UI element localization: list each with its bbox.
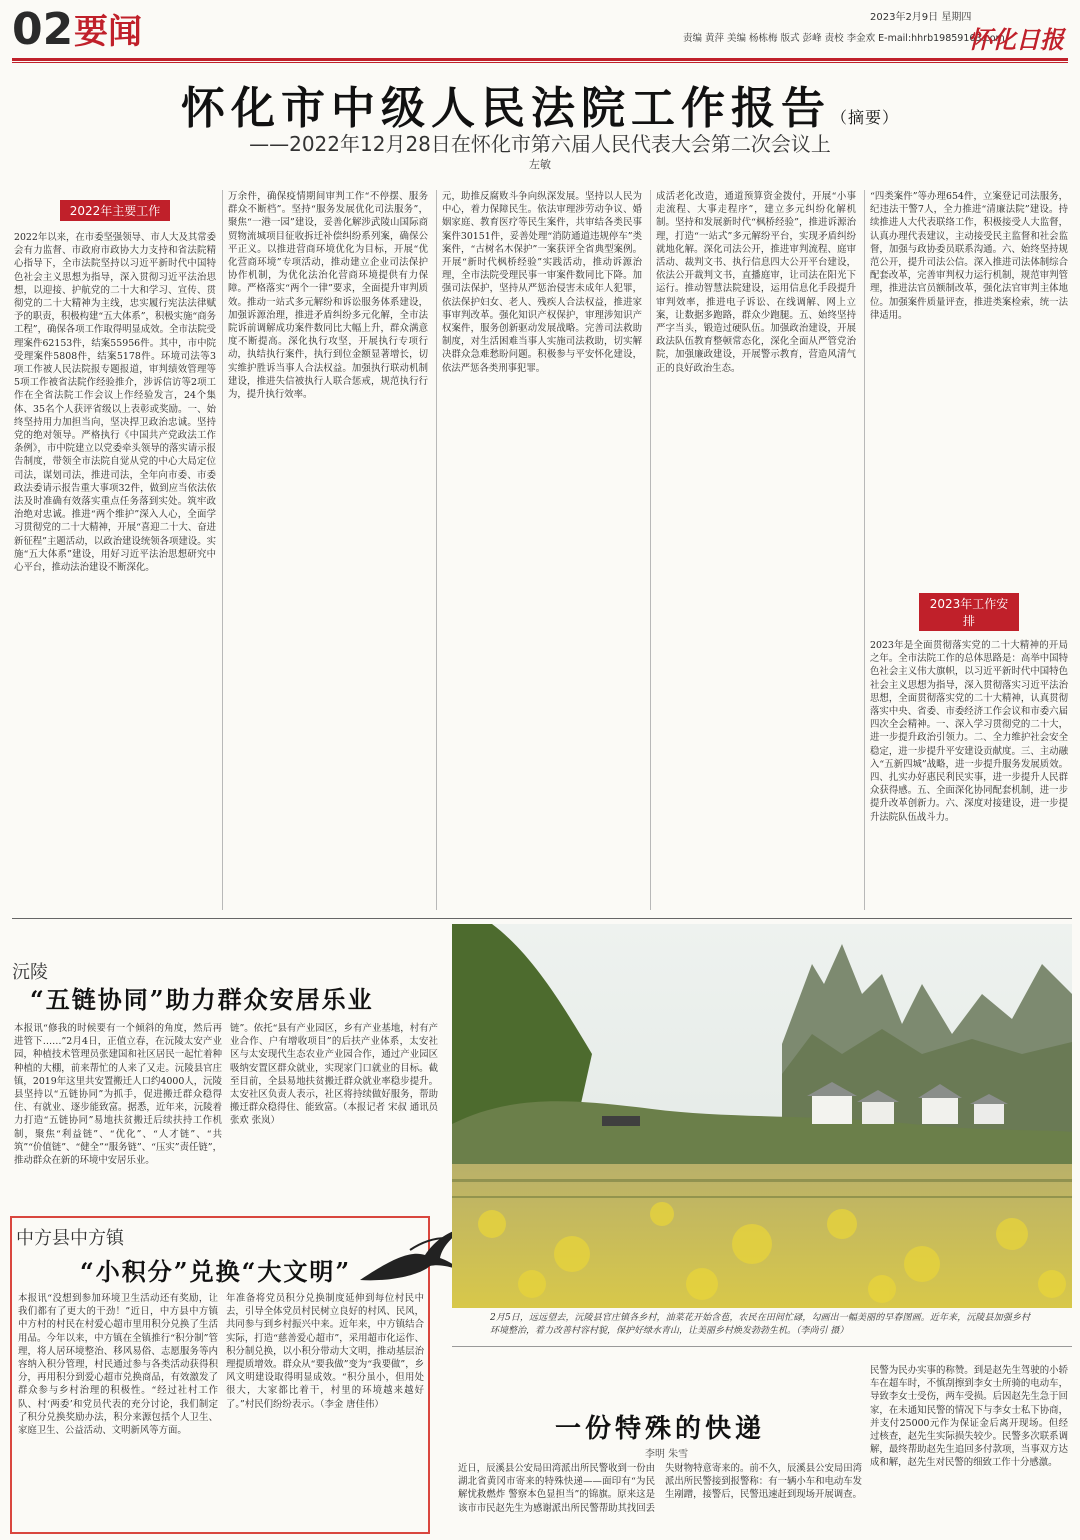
newspaper-masthead: 怀化日报 [968, 25, 1064, 54]
column-divider [436, 190, 437, 910]
page-number: 02 [12, 4, 74, 55]
header-rule [12, 58, 1068, 61]
article4-column-2: 民警为民办实事的称赞。到是赵先生驾驶的小轿车在超车时，不慎刮擦到李女士所骑的电动车，导致李女士受伤，两车受损。后因赵先生急于回家，在未通知民警的情况下与李女士私下协商，并支付25000元作为保证金后离开现场。但经过核查，赵先生实际损失较少。民警多次联系调解，最终帮助赵先生追回多付款项，当事双方达成和解，赵先生对民警的细致工作十分感激。 [870, 1365, 1068, 1469]
section-title: 要闻 [74, 12, 142, 52]
main-column-2: 万余件，确保疫情期间审判工作“不停摆、服务群众不断档”。坚持“服务发展优化司法服务”，聚焦“一港一园”建设，妥善化解涉武陵山国际商贸物流城项目征收拆迁补偿纠纷系列案，确保公平正义。以推进营商环境优化为目标，开展“优化营商环境”专项活动，推动建立企业司法保护协作机制，为优化法治化营商环境提供有力保障。严格落实“两个一律”要求，全面提升审判质效。推动一站式多元解纷和诉讼服务体系建设，加强诉源治理，推进矛盾纠纷多元化解，全市法院诉前调解成功案件数同比大幅上升，群众满意度不断提高。深化执行攻坚，开展执行专项行动，执结执行案件，执行到位金额显著增长，切实维护胜诉当事人合法权益。加强执行联动机制建设，推进失信被执行人联合惩戒，规范执行行为，提升执行效率。 [228, 191, 428, 401]
article4-title: 一份特殊的快递 [555, 1414, 766, 1444]
main-column-1-text: 2022年以来，在市委坚强领导、市人大及其常委会有力监督、市政府市政协大力支持和省法院精心指导下，全市法院坚持以习近平新时代中国特色社会主义思想为指导，深入贯彻习近平法治思想，以迎接、护航党的二十大和学习、宣传、贯彻党的二十大精神为主线，忠实履行宪法法律赋予的职责，积极构建“五大体系”，积极实施“商务工程”，确保各项工作取得明显成效。全市法院受理案件62153件，结案55956件。其中，市中院受理案件5808件，结案5178件。环境司法等3项工作被人民法院报专题报道，审判绩效管理等5项工作被省法院作经验推介，涉诉信访等2项工作在全省法院工作会议上作经验发言，24个集体、35名个人获评省级以上表彰或奖励。一、始终坚持用力加担当向，坚决捍卫政治忠诚。坚持党的绝对领导。严格执行《中国共产党政法工作条例》，市中院建立以党委牵头领导的落实请示报告制度，带领全市法院自觉从党的中心大局定位司法，谋划司法，推进司法，全年向市委、市委政法委请示报告重大事项32件，做到应当依法依法及时准确有效落实重点任务落到实处。筑牢政治绝对忠诚。推进“两个维护”深入人心，全面学习贯彻党的二十大精神，开展“喜迎二十大、奋进新征程”主题活动，以政治建设统领各项建设。实施“五大体系”建设，用好习近平法治思想研究中心平台，推动法治建设不断深化。 [14, 232, 216, 574]
main-byline: 左敏 [529, 158, 551, 171]
section-divider [452, 1346, 1072, 1347]
main-column-5 [870, 190, 1068, 910]
main-column-5-text: “四类案件”等办理654件，立案登记司法服务，纪违法干警7人，全力推进“清廉法院”建设。持续推进人大代表联络工作，积极接受人大监督，认真办理代表建议，主动接受民主监督和社会监督，加强与政协委员联系沟通。六、始终坚持规范公开，提升司法公信。深入推进司法体制综合配套改革，完善审判权力运行机制，规范审判管理，推进法官员额制改革，强化法官审判主体地位。加强案件质量评查，推进类案检索，统一法律适用。 [870, 191, 1068, 321]
section-divider [12, 918, 1072, 919]
column-divider [864, 190, 865, 910]
article3-title: “小积分”兑换“大文明” [80, 1257, 352, 1286]
main-headline-suffix: （摘要） [830, 108, 899, 127]
article2-region: 沅陵 [12, 962, 48, 983]
article2-title: “五链协同”助力群众安居乐业 [30, 985, 374, 1014]
photo-caption: 2月5日，远远望去，沅陵县官庄镇各乡村，油菜花开始含苞，农民在田间忙碌，勾画出一幅美丽的早春图画。近年来，沅陵县加强乡村环境整治，着力改善村容村貌，保护好绿水青山，让美丽乡村焕发勃勃生机。（李尚引 摄） [490, 1313, 1030, 1336]
article4-byline: 李明 朱雪 [645, 1449, 689, 1460]
rapeseed-field-photo [452, 924, 1072, 1308]
section-tag-2023: 2023年工作安排 [919, 593, 1019, 631]
main-column-5-plan-text: 2023年是全面贯彻落实党的二十大精神的开局之年。全市法院工作的总体思路是：高举中国特色社会主义伟大旗帜，以习近平新时代中国特色社会主义思想为指导，深入贯彻落实习近平法治思想，全面贯彻落实党的二十大精神，认真贯彻落实中央、省委、市委经济工作会议和市委六届四次全会精神。一、深入学习贯彻党的二十大，进一步提升政治引领力。二、全力维护社会安全稳定，进一步提升平安建设贡献度。三、主动融入“五新四城”战略，进一步提升服务发展质效。四、扎实办好惠民利民实事，进一步提升人民群众获得感。五、全面深化协同配套机制，进一步提升改革创新力。六、深度对接建设，进一步提升法院队伍战斗力。 [870, 640, 1068, 823]
article3-column-2: 年准备将党员积分兑换制度延伸到每位村民中去，引导全体党员村民树立良好的村风、民风，共同参与到乡村振兴中来。近年来，中方镇结合实际，打造“慈善爱心超市”，采用超市化运作、积分制兑换，以小积分带动大文明，推动基层治理提质增效。群众从“要我做”变为“我要做”，乡风文明建设取得明显成效。“积分虽小，但用处很大，大家都比着干，村里的环境越来越好了。”村民们纷纷表示。（李金 唐佳伟） [226, 1293, 424, 1410]
main-headline-text: 怀化市中级人民法院工作报告 [180, 83, 831, 134]
article3-region: 中方县中方镇 [16, 1228, 124, 1249]
section-tag-2022: 2022年主要工作 [60, 200, 170, 221]
main-subheadline: ——2022年12月28日在怀化市第六届人民代表大会第二次会议上 [249, 132, 831, 156]
main-column-4: 成活老化改造，通道预算资金拨付，开展“小事走流程、大事走程序”，建立多元纠纷化解机制。坚持和发展新时代“枫桥经验”，推进诉源治理，打造“一站式”多元解纷平台，实现矛盾纠纷就地化解。深化司法公开，推进审判流程、庭审活动、裁判文书、执行信息四大公开平台建设，依法公开裁判文书，直播庭审，让司法在阳光下运行。推动智慧法院建设，运用信息化手段提升审判效率，推进电子诉讼、在线调解、网上立案，让数据多跑路，群众少跑腿。五、始终坚持严字当头，锻造过硬队伍。加强政治建设，开展政法队伍教育整顿常态化，深化全面从严管党治院，加强廉政建设，开展警示教育，营造风清气正的良好政治生态。 [656, 191, 856, 374]
editor-credits: 责编 黄萍 美编 杨栋梅 版式 彭峰 责校 李金欢 E-mail:hhrb19859163.com [683, 33, 1005, 44]
article4-column-1: 近日，辰溪县公安局田湾派出所民警收到一份由湖北省黄冈市寄来的特殊快递——面印有“为民解忧救燃炸 警察本色显担当”的锦旗。原来这是该市市民赵先生为感谢派出所民警帮助其找回丢失财物特意寄来的。前不久，辰溪县公安局田湾派出所民警接到报警称：有一辆小车和电动车发生剐蹭，接警后，民警迅速赶到现场开展调查。 [458, 1463, 862, 1514]
main-column-1 [14, 200, 216, 912]
main-column-3: 元，助推反腐败斗争向纵深发展。坚持以人民为中心，着力保障民生。依法审理涉劳动争议、婚姻家庭、教育医疗等民生案件，共审结各类民事案件30151件，妥善处理“消防通道违规停车”类案件，“古树名木保护”一案获评全省典型案例。开展“新时代枫桥经验”实践活动，推动诉源治理，全市法院受理民事一审案件数同比下降。加强司法保护，坚持从严惩治侵害未成年人犯罪，依法保护妇女、老人、残疾人合法权益，推进家事审判改革。强化知识产权保护，审理涉知识产权案件，服务创新驱动发展战略。完善司法救助制度，对生活困难当事人实施司法救助，切实解决群众急难愁盼问题。积极参与平安怀化建设，依法严惩各类刑事犯罪。 [442, 191, 642, 374]
header-rule-thin [12, 62, 1068, 63]
column-divider [650, 190, 651, 910]
column-divider [222, 190, 223, 910]
issue-date: 2023年2月9日 星期四 [870, 12, 972, 23]
article2-column-2: 链”。依托“县有产业园区，乡有产业基地，村有产业合作、户有增收项目”的后扶产业体系，太安社区与太安现代生态农业产业园合作，通过产业园区吸纳安置区群众就业，实现家门口就业的目标。截至目前，全县易地扶贫搬迁群众就业率稳步提升。太安社区负责人表示，社区将持续做好服务，帮助搬迁群众稳得住、能致富。（本报记者 宋叔 通讯员 张欢 张岚） [230, 1023, 438, 1127]
article2-column-1: 本报讯“修我的时候要有一个倾斜的角度，然后再进管下……”2月4日，正值立春，在沅陵太安产业园，种植技术管理员张建国和社区居民一起忙着种种植的大棚，前来帮忙的人来了又走。沅陵县官庄镇，2019年这里共安置搬迁人口约4000人，沅陵县坚持以“五链协同”为抓手，促进搬迁群众稳得住、有就业、逐步能致富。据悉，近年来，沅陵着力打造“五链协同”易地扶贫搬迁后续扶持工作机制，聚焦“利益链”、“优化”、“人才链”、“共筑”“价值链”、“健全”“服务链”、“压实”责任链”，推动群众在新的环境中安居乐业。 [14, 1023, 222, 1167]
main-headline [0, 72, 1080, 136]
article3-column-1: 本报讯“没想到参加环境卫生活动还有奖励，让我们都有了更大的干劲！”近日，中方县中方镇中方村的村民在村爱心超市里用积分兑换了生活用品。今年以来，中方镇在全镇推行“积分制”管理，将人居环境整治、移风易俗、志愿服务等内容纳入积分管理，村民通过参与各类活动获得积分，再用积分到爱心超市兑换商品，有效激发了群众参与乡村治理的积极性。“经过社村工作队、村‘两委’和党员代表的充分讨论，我们制定了积分兑换奖励办法，积分来源包括个人卫生、家庭卫生、公益活动、文明新风等方面。 [18, 1293, 218, 1437]
